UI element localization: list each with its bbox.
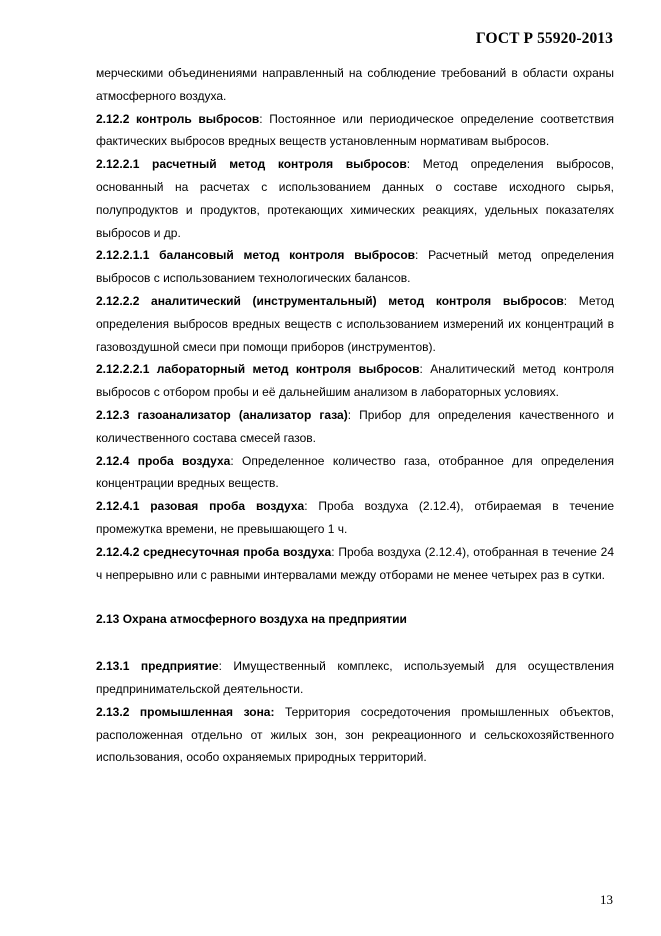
term: 2.12.2.2 аналитический (инструментальный) метод контроля выбросов [96, 293, 564, 308]
definition-paragraph [96, 290, 614, 358]
definition-text: : Метод определения выбросов вредных веществ с использованием измерений их концентраций в газовоздушной смеси при помощи приборов (инструментов). [96, 293, 614, 354]
definition-text: : Метод определения выбросов, основанный на расчетах с использованием данных о составе исходного сырья, полупродуктов и продуктов, протекающих химических реакциях, удельных показателях выбросов и др. [96, 157, 615, 240]
definition-text: мерческими объединениями направленный на соблюдение требований в области охраны атмосферного воздуха. [96, 66, 614, 103]
page-number: 13 [600, 892, 613, 907]
definition-text: : Прибор для определения качественного и количественного состава смесей газов. [96, 407, 614, 445]
term: 2.12.2.1.1 балансовый метод контроля выбросов [96, 248, 416, 263]
term: 2.12.4.2 среднесуточная проба воздуха [96, 544, 332, 559]
paragraph-continuation [96, 62, 614, 108]
term: 2.13.2 промышленная зона: [96, 704, 275, 719]
document-body [96, 62, 614, 769]
term: 2.12.4.1 разовая проба воздуха [96, 499, 305, 514]
term: 2.12.4 проба воздуха [96, 453, 231, 468]
definition-text: : Постоянное или периодическое определение соответствия фактических выбросов вредных веществ установленным нормативам выбросов. [96, 111, 614, 149]
definition-text: : Расчетный метод определения выбросов с использованием технологических балансов. [96, 248, 614, 286]
definition-text: : Имущественный комплекс, используемый для осуществления предпринимательской деятельности. [96, 659, 615, 696]
definition-paragraph [96, 450, 614, 496]
definition-text: : Проба воздуха (2.12.4), отобранная в течение 24 ч непрерывно или с равными интервалами между отборами не менее четырех раз в сутки. [96, 544, 614, 582]
section-heading: 2.13 Охрана атмосферного воздуха на предприятии [96, 612, 407, 627]
term: 2.12.2.2.1 лабораторный метод контроля выбросов [96, 362, 420, 377]
term: 2.13.1 предприятие [96, 659, 219, 674]
term: 2.12.2 контроль выбросов [96, 111, 260, 126]
definition-text: : Аналитический метод контроля выбросов с отбором пробы и её дальнейшим анализом в лабораторных условиях. [96, 362, 614, 400]
definition-paragraph [96, 108, 614, 154]
definition-paragraph [96, 655, 614, 701]
definition-paragraph [96, 153, 614, 244]
definition-paragraph [96, 495, 614, 541]
term: 2.12.2.1 расчетный метод контроля выбросов [96, 157, 407, 172]
definition-paragraph [96, 541, 614, 587]
definition-paragraph [96, 244, 614, 290]
definition-text: Территория сосредоточения промышленных объектов, расположенная отдельно от жилых зон, зон рекреационного и сельскохозяйственного использования, особо охраняемых природных территорий. [96, 704, 614, 765]
definition-paragraph [96, 404, 614, 450]
definition-text: : Определенное количество газа, отобранное для определения концентрации вредных веществ. [96, 453, 614, 491]
definition-text: : Проба воздуха (2.12.4), отбираемая в течение промежутка времени, не превышающего 1 ч. [96, 499, 614, 536]
document-code-header: ГОСТ Р 55920-2013 [475, 30, 613, 47]
definition-paragraph [96, 358, 614, 404]
term: 2.12.3 газоанализатор (анализатор газа) [96, 407, 348, 422]
definition-paragraph [96, 701, 614, 769]
